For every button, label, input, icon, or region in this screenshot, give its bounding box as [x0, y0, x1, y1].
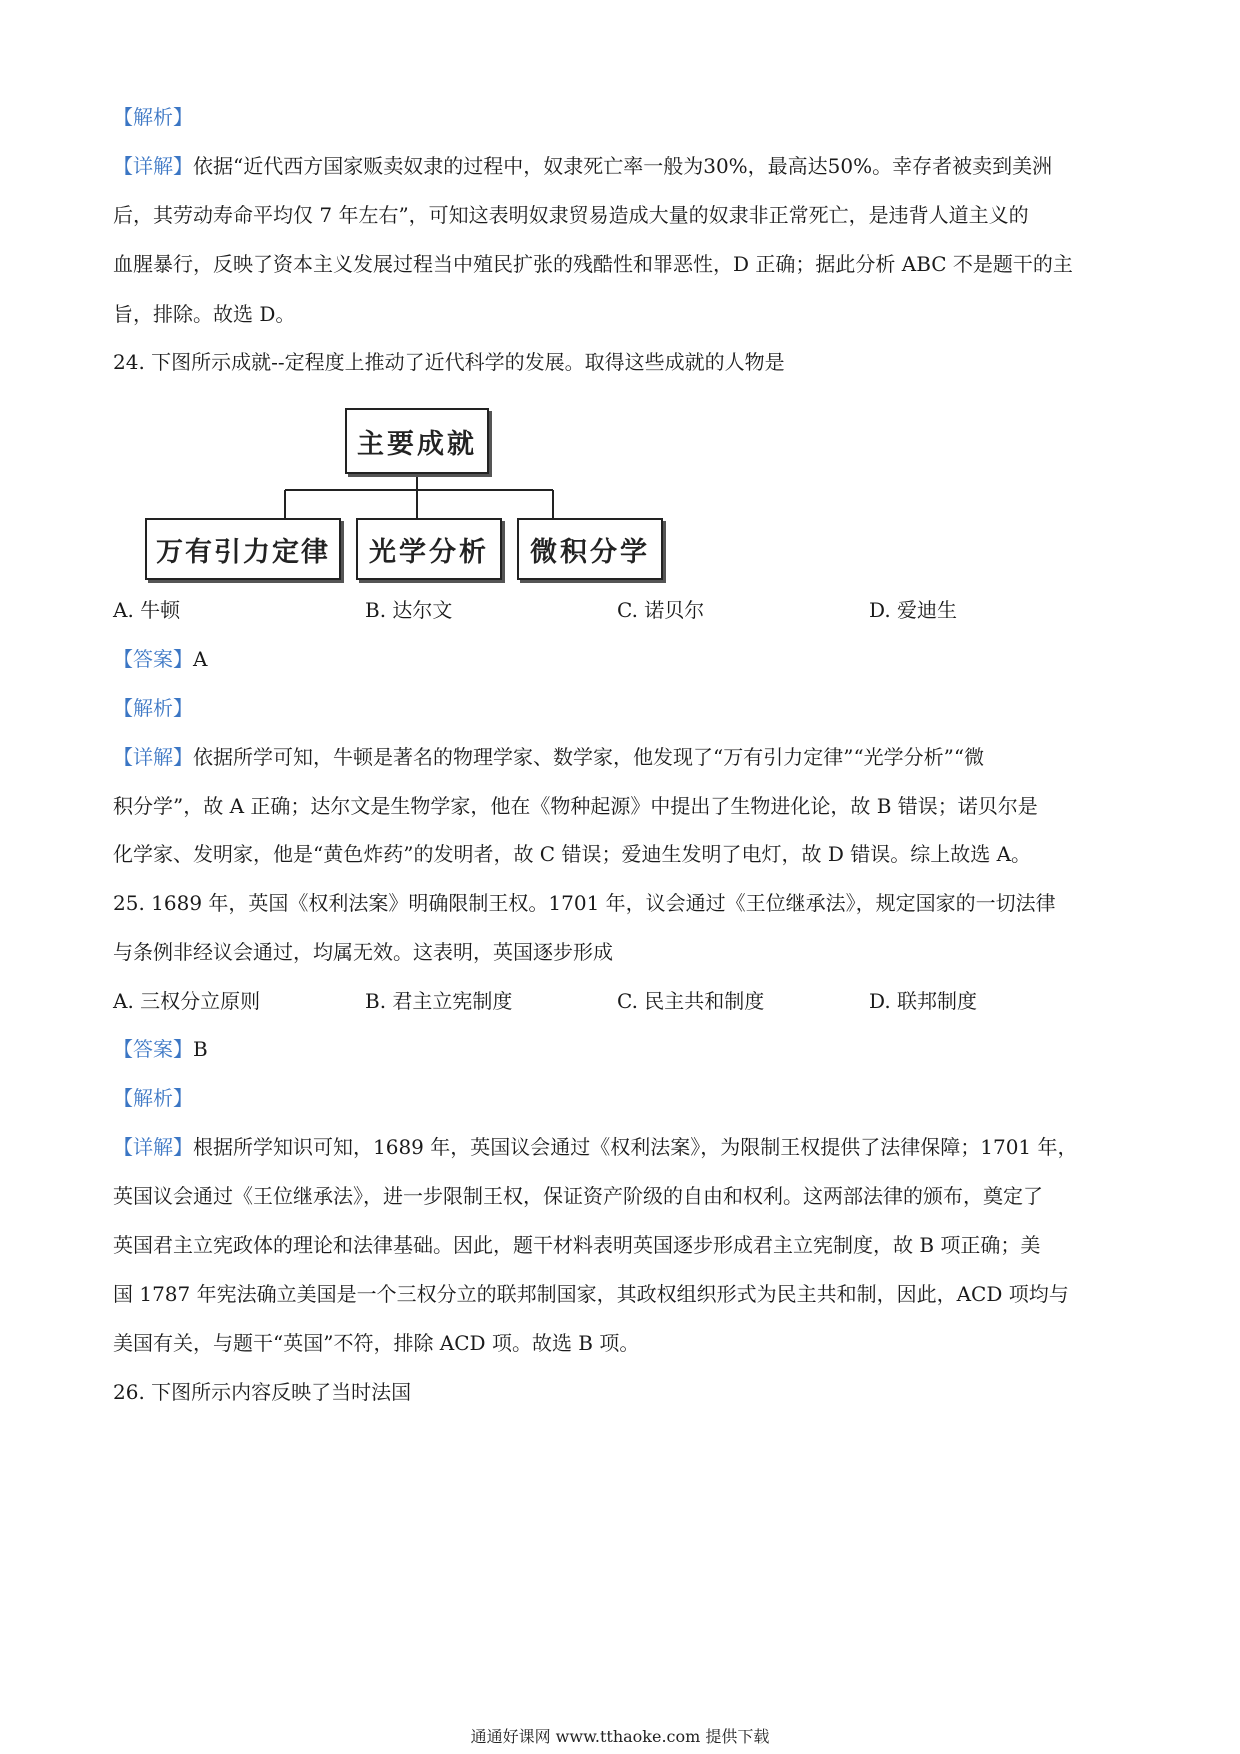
q24-option-a: A. 牛顿 — [113, 598, 181, 622]
q25-detail-line-5: 美国有关，与题干“英国”不符，排除 ACD 项。故选 B 项。 — [113, 1331, 640, 1355]
top-detail-line-1: 【详解】依据“近代西方国家贩卖奴隶的过程中，奴隶死亡率一般为30%，最高达50%。幸存者被卖到美洲 — [113, 154, 1053, 178]
q25-option-c: C. 民主共和制度 — [617, 989, 765, 1013]
q25-option-a: A. 三权分立原则 — [113, 989, 261, 1013]
q24-option-c: C. 诺贝尔 — [617, 598, 705, 622]
q24-answer: 【答案】A — [113, 647, 208, 671]
q24-option-d: D. 爱迪生 — [869, 598, 958, 622]
q25-detail-line-4: 国 1787 年宪法确立美国是一个三权分立的联邦制国家，其政权组织形式为民主共和制，因此，ACD 项均与 — [113, 1282, 1069, 1306]
q24-jiexi-label: 【解析】 — [113, 696, 193, 720]
page-footer: 通通好课网 www.tthaoke.com 提供下载 — [470, 1727, 770, 1746]
q25-answer: 【答案】B — [113, 1037, 208, 1061]
q25-option-b: B. 君主立宪制度 — [365, 989, 513, 1013]
q25-option-d: D. 联邦制度 — [869, 989, 978, 1013]
q24-detail-line-2: 积分学”，故 A 正确；达尔文是生物学家，他在《物种起源》中提出了生物进化论，故 B 错误；诺贝尔是 — [113, 794, 1038, 818]
q25-detail-line-1: 【详解】根据所学知识可知，1689 年，英国议会通过《权利法案》，为限制王权提供了法律保障；1701 年， — [113, 1135, 1078, 1159]
q25-jiexi-label: 【解析】 — [113, 1086, 193, 1110]
q25-stem-line-2: 与条例非经议会通过，均属无效。这表明，英国逐步形成 — [113, 940, 613, 964]
q25-stem-line-1: 25. 1689 年，英国《权利法案》明确限制王权。1701 年，议会通过《王位继承法》，规定国家的一切法律 — [113, 891, 1056, 915]
diagram-child-gravity: 万有引力定律 — [145, 518, 341, 580]
top-jiexi-label: 【解析】 — [113, 105, 193, 129]
q24-detail-line-3: 化学家、发明家，他是“黄色炸药”的发明者，故 C 错误；爱迪生发明了电灯，故 D 错误。综上故选 A。 — [113, 842, 1032, 866]
q24-option-b: B. 达尔文 — [365, 598, 453, 622]
q25-detail-line-2: 英国议会通过《王位继承法》，进一步限制王权，保证资产阶级的自由和权利。这两部法律的颁布，奠定了 — [113, 1184, 1043, 1208]
achievements-diagram — [145, 408, 675, 578]
top-detail-line-2: 后，其劳动寿命平均仅 7 年左右”，可知这表明奴隶贸易造成大量的奴隶非正常死亡，是违背人道主义的 — [113, 203, 1029, 227]
diagram-child-calculus: 微积分学 — [517, 518, 663, 580]
top-detail-line-4: 旨，排除。故选 D。 — [113, 302, 296, 326]
q24-detail-line-1: 【详解】依据所学可知，牛顿是著名的物理学家、数学家，他发现了“万有引力定律”“光学分析”“微 — [113, 745, 985, 769]
q25-detail-line-3: 英国君主立宪政体的理论和法律基础。因此，题干材料表明英国逐步形成君主立宪制度，故 B 项正确；美 — [113, 1233, 1041, 1257]
diagram-root-box: 主要成就 — [345, 408, 489, 474]
diagram-child-optics: 光学分析 — [356, 518, 502, 580]
q26-stem: 26. 下图所示内容反映了当时法国 — [113, 1380, 412, 1404]
q24-stem: 24. 下图所示成就--定程度上推动了近代科学的发展。取得这些成就的人物是 — [113, 350, 785, 374]
top-detail-line-3: 血腥暴行，反映了资本主义发展过程当中殖民扩张的残酷性和罪恶性，D 正确；据此分析 ABC 不是题干的主 — [113, 252, 1073, 276]
